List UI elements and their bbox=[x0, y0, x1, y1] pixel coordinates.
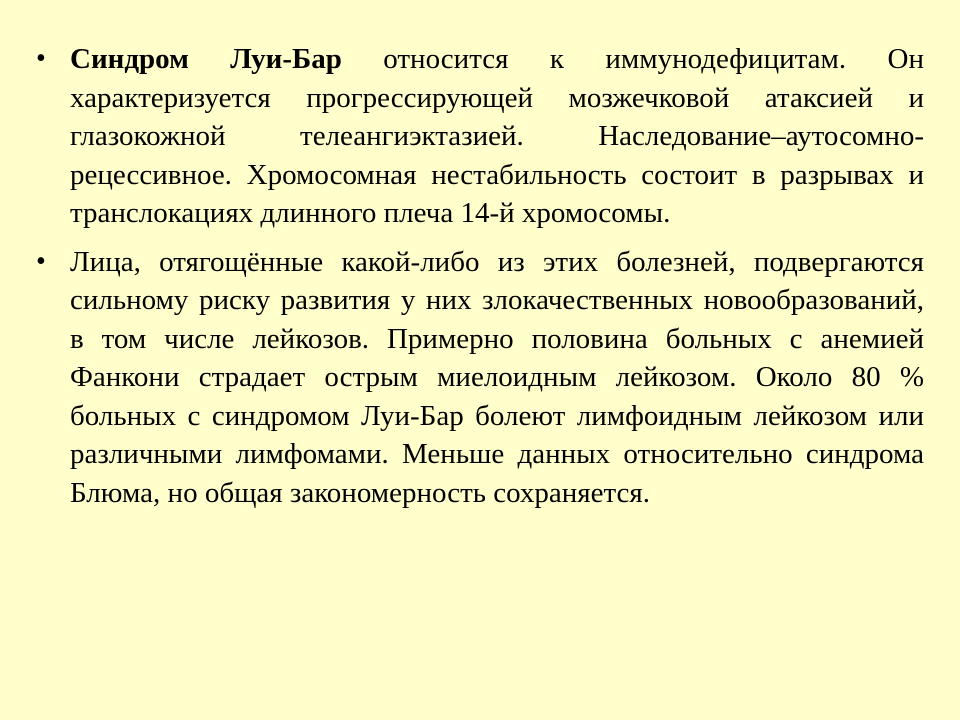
bullet-item-cancer-risk bbox=[36, 243, 924, 513]
syndrome-name: Синдром Луи-Бар bbox=[70, 43, 342, 75]
bullet-item-louis-bar bbox=[36, 40, 924, 233]
bullet-point-icon: • bbox=[36, 245, 46, 277]
bullet-point-icon: • bbox=[36, 43, 46, 74]
bullet-paragraph bbox=[70, 40, 924, 233]
bullet-body-text: Лица, отягощённые какой-либо из этих болезней, подвергаются сильному риску развития у них злокачественных новообразований, в том числе лейкозов. Примерно половина больных с анемией Фанкони страдает острым миелоидным лейкозом. Около 80 % больных с синдромом Луи-Бар болеют лимфоидным лейкозом или различными лимфомами. Меньше данных относительно синдрома Блюма, но общая закономерность сохраняется. bbox=[70, 245, 924, 509]
bullet-paragraph bbox=[70, 243, 924, 513]
bullet-list bbox=[36, 40, 924, 522]
bullet-body-text: относится к иммунодефицитам. Он характеризуется прогрессирующей мозжечковой атаксией и глазокожной телеангиэктазией. Наследование–аутосомно-рецессивное. Хромосомная нестабильность состоит в разрывах и транслокациях длинного плеча 14-й хромосомы. bbox=[70, 43, 924, 229]
